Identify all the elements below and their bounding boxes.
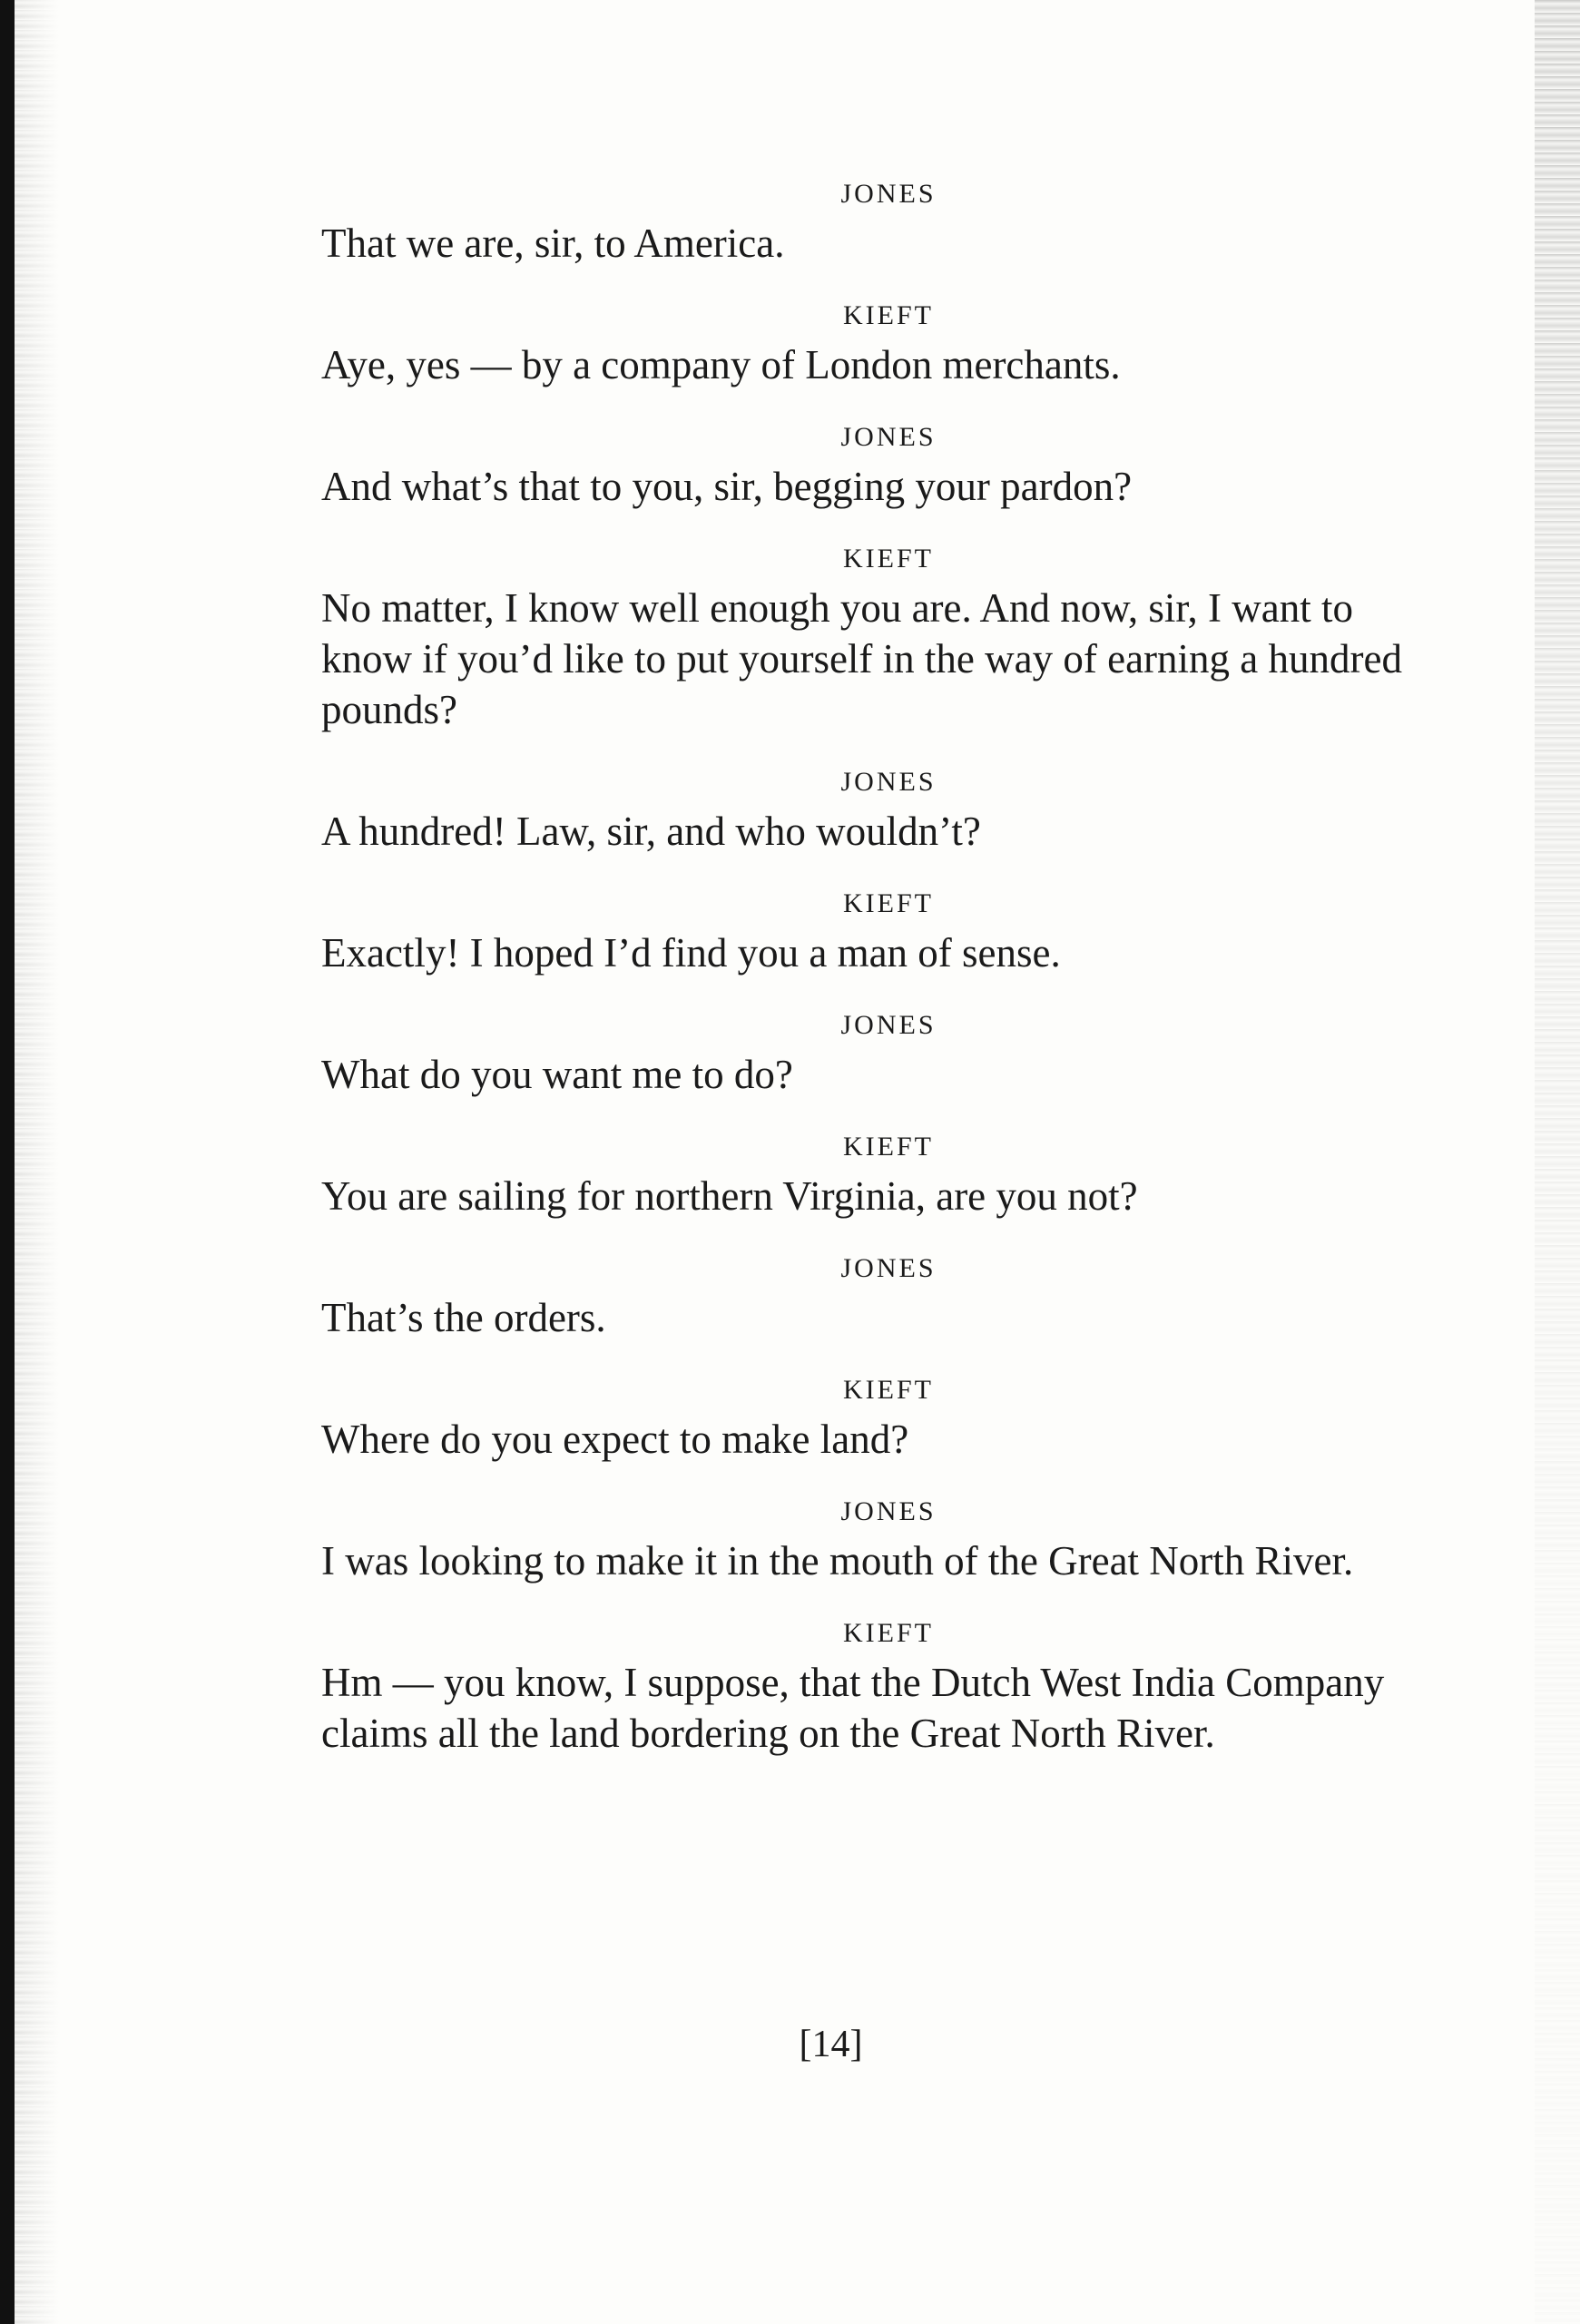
dialogue-entry — [321, 1252, 1419, 1343]
dialogue-entry — [321, 1374, 1419, 1465]
dialogue-entry — [321, 178, 1419, 269]
speaker-name: JONES — [840, 179, 937, 209]
page-number: [14] — [799, 2024, 863, 2065]
binding-shadow-left — [0, 0, 15, 2324]
speaker-name: JONES — [840, 1253, 937, 1283]
dialogue-line: Exactly! I hoped I’d find you a man of sense. — [321, 930, 1061, 976]
binding-texture-left — [15, 0, 60, 2324]
dialogue-line: Hm — you know, I suppose, that the Dutch West India Company claims all the land bordering on the Great North River. — [321, 1660, 1385, 1756]
dialogue-line: What do you want me to do? — [321, 1052, 793, 1097]
speaker-name: KIEFT — [843, 300, 934, 330]
speaker-name: KIEFT — [843, 544, 934, 574]
speaker-name: JONES — [840, 767, 937, 797]
speaker-name: JONES — [840, 1496, 937, 1526]
dialogue-entry — [321, 1495, 1419, 1586]
dialogue-entry — [321, 421, 1419, 512]
dialogue-line: That’s the orders. — [321, 1295, 606, 1340]
dialogue-entry — [321, 543, 1419, 735]
dialogue-block — [321, 178, 1419, 1790]
dialogue-entry — [321, 299, 1419, 390]
speaker-name: KIEFT — [843, 888, 934, 918]
speaker-name: JONES — [840, 422, 937, 452]
speaker-name: KIEFT — [843, 1132, 934, 1162]
speaker-name: JONES — [840, 1010, 937, 1040]
dialogue-entry — [321, 766, 1419, 857]
dialogue-line: You are sailing for northern Virginia, are you not? — [321, 1173, 1138, 1219]
dialogue-line: That we are, sir, to America. — [321, 221, 785, 266]
dialogue-entry — [321, 1617, 1419, 1759]
dialogue-line: And what’s that to you, sir, begging your pardon? — [321, 464, 1133, 509]
dialogue-line: A hundred! Law, sir, and who wouldn’t? — [321, 809, 981, 854]
dialogue-line: Where do you expect to make land? — [321, 1417, 909, 1462]
page-edge-right — [1535, 0, 1580, 2324]
speaker-name: KIEFT — [843, 1375, 934, 1405]
dialogue-line: I was looking to make it in the mouth of the Great North River. — [321, 1538, 1354, 1584]
speaker-name: KIEFT — [843, 1618, 934, 1648]
dialogue-entry — [321, 1009, 1419, 1100]
dialogue-line: No matter, I know well enough you are. And now, sir, I want to know if you’d like to put yourself in the way of earning a hundred pounds? — [321, 585, 1402, 732]
dialogue-line: Aye, yes — by a company of London merchants. — [321, 342, 1121, 387]
dialogue-entry — [321, 887, 1419, 978]
dialogue-entry — [321, 1131, 1419, 1221]
